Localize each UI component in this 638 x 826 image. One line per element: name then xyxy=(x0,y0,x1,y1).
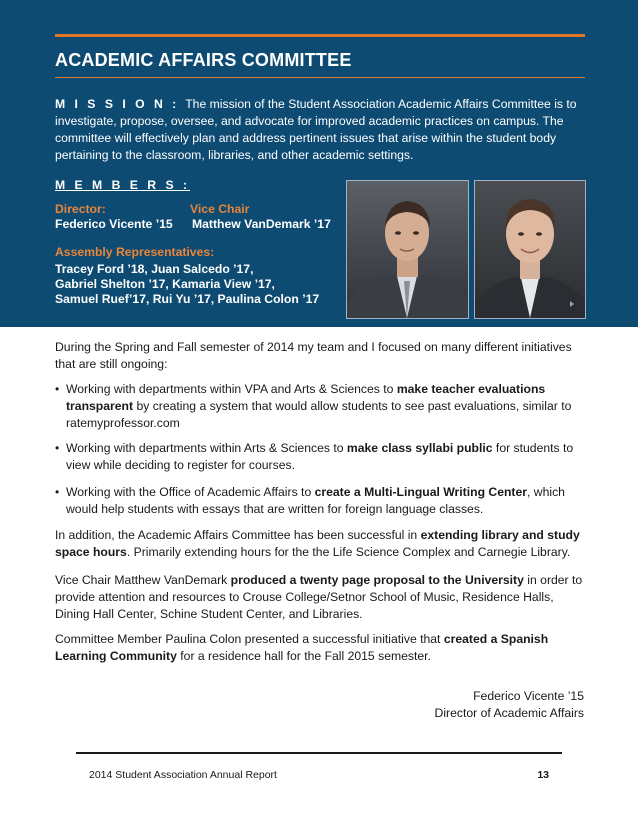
bullet-text: Working with the Office of Academic Affairs to xyxy=(66,485,315,499)
assembly-line: Tracey Ford ’18, Juan Salcedo ’17, xyxy=(55,262,254,276)
page-number: 13 xyxy=(537,769,549,781)
vice-chair-label: Vice Chair xyxy=(190,202,250,216)
signature-title: Director of Academic Affairs xyxy=(434,706,584,720)
bullet-item xyxy=(66,440,586,474)
page-title: ACADEMIC AFFAIRS COMMITTEE xyxy=(55,50,352,70)
paragraph-text: In addition, the Academic Affairs Committee has been successful in xyxy=(55,528,421,542)
proposal-paragraph xyxy=(55,572,585,623)
bullet-highlight: make teacher evaluations transparent xyxy=(66,382,546,413)
bullet-marker: • xyxy=(55,382,60,396)
paragraph-text: Vice Chair Matthew VanDemark xyxy=(55,573,231,587)
mission-label: M I S S I O N : xyxy=(55,97,180,111)
director-name: Federico Vicente ’15 xyxy=(55,217,173,231)
spanish-community-paragraph xyxy=(55,631,585,665)
vice-chair-name: Matthew VanDemark ’17 xyxy=(192,217,331,231)
signature-block xyxy=(435,688,584,722)
bullet-marker: • xyxy=(55,485,60,499)
library-hours-paragraph xyxy=(55,527,585,561)
bullet-item xyxy=(66,381,586,432)
footer-rule xyxy=(76,752,562,754)
signature-name: Federico Vicente ’15 xyxy=(473,689,584,703)
members-label: M E M B E R S : xyxy=(55,178,191,192)
paragraph-highlight: created a Spanish Learning Community xyxy=(55,632,549,663)
mission-text: The mission of the Student Association Academic Affairs Committee is to investigate, propose, oversee, and advocate for improved academic practices on campus. The committee will effectively plan and address pertinent issues that arise within the student body pertaining to the classroom, libraries, and other academic settings. xyxy=(55,97,577,162)
paragraph-text: Committee Member Paulina Colon presented a successful initiative that xyxy=(55,632,444,646)
bullet-highlight: create a Multi-Lingual Writing Center xyxy=(314,485,528,499)
assembly-list xyxy=(55,262,319,307)
bullet-text: for students to view while deciding to register for courses. xyxy=(66,441,574,472)
top-accent-rule xyxy=(55,34,585,37)
bullet-marker: • xyxy=(55,441,60,455)
bullet-highlight: make class syllabi public xyxy=(346,441,493,455)
bullet-text: by creating a system that would allow students to see past evaluations, similar to ratemyprofessor.com xyxy=(66,399,572,430)
footer-report-title: 2014 Student Association Annual Report xyxy=(89,769,277,781)
intro-paragraph: During the Spring and Fall semester of 2014 my team and I focused on many different initiatives that are still ongoing: xyxy=(55,340,572,371)
paragraph-highlight: produced a twenty page proposal to the University xyxy=(230,573,524,587)
bullet-text: Working with departments within Arts & Sciences to xyxy=(66,441,347,455)
paragraph-highlight: extending library and study space hours xyxy=(55,528,580,559)
bullet-item xyxy=(66,484,586,518)
bullet-text: Working with departments within VPA and Arts & Sciences to xyxy=(66,382,397,396)
title-underline-rule xyxy=(55,77,585,78)
vice-chair-photo xyxy=(474,180,586,319)
paragraph-text: in order to provide attention and resources to Crouse College/Setnor School of Music, Residence Halls, Dining Hall Center, Schine Student Center, and Libraries. xyxy=(55,573,583,621)
paragraph-text: . Primarily extending hours for the the Life Science Complex and Carnegie Library. xyxy=(126,545,571,559)
bullet-text: , which would help students with essays that are written for foreign language classes. xyxy=(66,485,565,516)
assembly-line: Samuel Ruef’17, Rui Yu ’17, Paulina Colon ’17 xyxy=(55,292,320,306)
assembly-line: Gabriel Shelton ’17, Kamaria View ’17, xyxy=(55,277,275,291)
paragraph-text: for a residence hall for the Fall 2015 semester. xyxy=(176,649,431,663)
assembly-label: Assembly Representatives: xyxy=(55,245,215,259)
director-photo xyxy=(346,180,469,319)
director-label: Director: xyxy=(55,202,106,216)
mission-statement xyxy=(55,96,585,164)
